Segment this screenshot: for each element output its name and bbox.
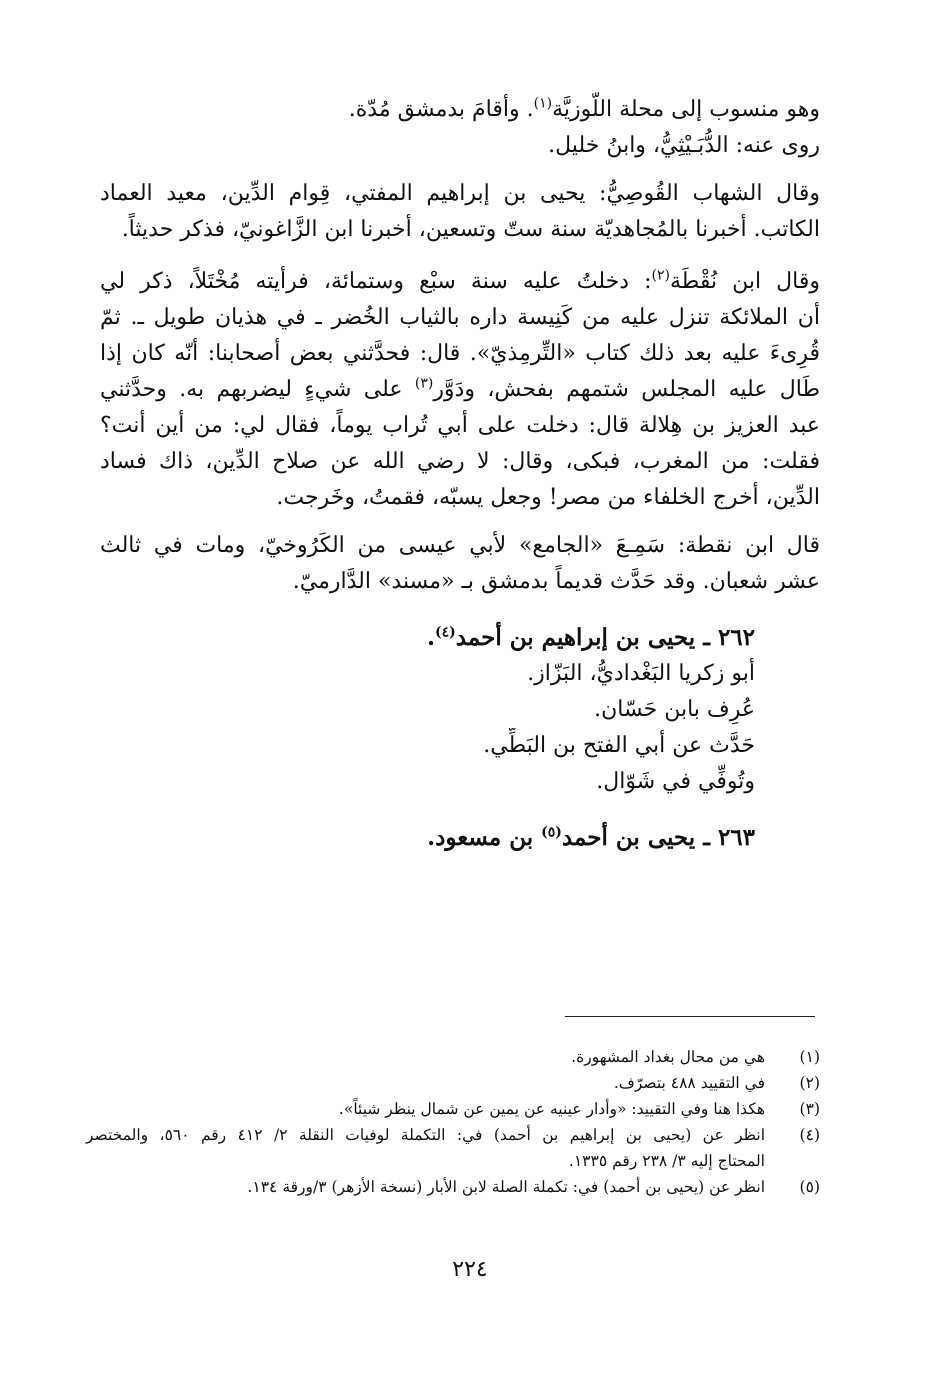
text-line: عُرِف بابن حَسّان. [594,697,755,722]
footnotes [86,1044,820,1200]
footnote-number: (٣) [799,1100,820,1118]
text-line: قُرِىءَ عليه بعد ذلك كتاب «التِّرمِذيّ». قال: فحدَّثني بعض أصحابنا: أنّه كان إذا [100,341,820,366]
text-line: الدِّين، أخرج الخلفاء من مصر! وجعل يسبّه، فقمتُ، وخَرجت. [276,485,820,510]
main-text [100,92,820,856]
footnote-separator [565,1016,815,1017]
text-line: فقلت: من المغرب، فبكى، وقال: لا رضي الله عن صلاح الدِّين، ذاك فساد [100,449,820,474]
text-line: وقال ابن نُقْطَة$^{(٢)}$: دخلتُ عليه سنة سبْع وستمائة، فرأيته مُخْتَلاً، ذكر لي [100,267,820,294]
text-line: وهو منسوب إلى محلة اللَّوزيَّة$^{(١)}$. وأقامَ بدمشق مُدّة. [348,95,820,122]
footnote-number: (٢) [799,1074,820,1092]
entry-heading-263: ٢٦٣ ـ يحيى بن أحمد$^{(٥)}$ بن مسعود. [427,824,755,851]
footnote-text: انظر عن (يحيى بن أحمد) في: تكملة الصلة لابن الأبار (نسخة الأزهر) ٣/ورقة ١٣٤. [247,1178,765,1196]
footnote-text: انظر عن (يحيى بن إبراهيم بن أحمد) في: التكملة لوفيات النقلة ٢/ ٤١٢ رقم ٥٦٠، والمختصر [86,1126,765,1144]
text-line: أن الملائكة تنزل عليه من كَنِيسة داره بالثياب الخُضر ـ في هذيان طويل ـ. ثمّ [100,305,820,330]
footnote-text: في التقييد ٤٨٨ بتصرّف. [613,1074,765,1092]
footnote [86,1044,820,1070]
text-line: روى عنه: الدُّبَـيْثِيُّ، وابنُ خليل. [548,133,820,158]
footnote [86,1096,820,1122]
footnote-number: (٥) [799,1178,820,1196]
footnote-ref: (١) [533,95,553,112]
footnote [86,1174,820,1200]
footnote-text: هي من محال بغداد المشهورة. [571,1048,765,1066]
footnote-ref: (٥) [541,824,562,841]
footnote-ref: (٢) [651,267,670,284]
footnote [86,1122,820,1148]
text-line: حَدَّث عن أبي الفتح بن البَطِّي. [483,733,755,758]
footnote-number: (٤) [799,1126,820,1144]
text-line: وتُوفِّي في شَوّال. [596,769,755,794]
text-line: قال ابن نقطة: سَمِـعَ «الجامع» لأبي عيسى من الكَرُوخيّ، ومات في ثالث [100,533,820,558]
text-line: وقال الشهاب القُوصِيُّ: يحيى بن إبراهيم المفتي، قِوام الدِّين، معيد العماد [100,181,820,206]
footnote-ref: (٣) [414,375,434,392]
text-line: عشر شعبان. وقد حَدَّث قديماً بدمشق بـ «مسند» الدَّارميّ. [292,569,820,594]
text-line: الكاتب. أخبرنا بالمُجاهديّة سنة ستّ وتسعين، أخبرنا ابن الزَّاغونيّ، فذكر حديثاً. [121,217,820,242]
text-line: عبد العزيز بن هِلالة قال: دخلت على أبي تُراب يوماً، فقال لي: من أين أنت؟ [100,413,820,438]
text-line: طَال عليه المجلس شتمهم بفحش، ودَوَّر$^{(٣)}$ على شيءٍ ليضربهم به. وحدَّثني [100,375,820,402]
footnote-continuation: المحتاج إليه ٣/ ٢٣٨ رقم ١٣٣٥. [568,1152,765,1170]
entry-heading-262: ٢٦٢ ـ يحيى بن إبراهيم بن أحمد$^{(٤)}$. [426,624,755,651]
footnote-text: هكذا هنا وفي التقييد: «وأدار عينيه عن يمين عن شمال ينظر شيئاً». [338,1100,765,1118]
footnote [86,1070,820,1096]
text-line: أبو زكريا البَغْداديُّ، البَزّاز. [527,661,755,686]
footnote-number: (١) [799,1048,820,1066]
page-number: ٢٢٤ [452,1257,488,1282]
footnote-ref: (٤) [434,624,456,641]
